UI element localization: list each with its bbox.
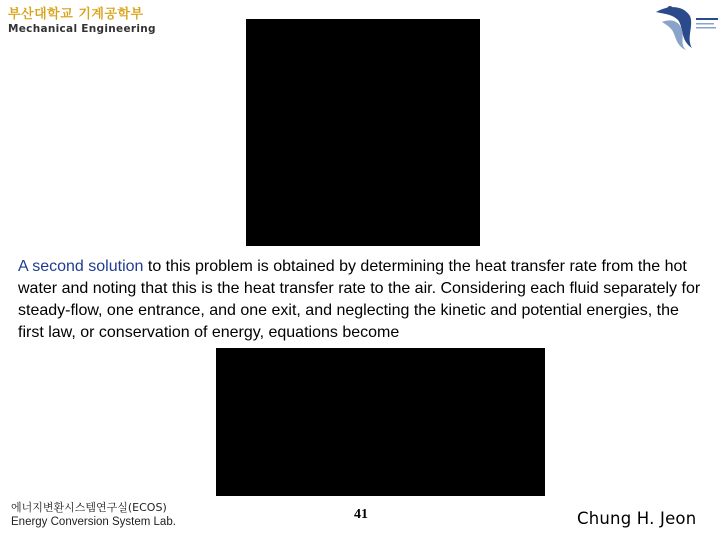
lab-name-english: Energy Conversion System Lab. (11, 516, 176, 528)
author-name: Chung H. Jeon (577, 509, 697, 528)
department-name-korean: 부산대학교 기계공학부 (8, 7, 144, 22)
slide-body-text (18, 256, 708, 344)
department-name-english: Mechanical Engineering (8, 23, 156, 35)
highlighted-phrase: A second solution (18, 258, 144, 275)
lab-footer (11, 501, 176, 529)
figure-image-top (246, 19, 480, 246)
department-header (8, 7, 156, 36)
page-number: 41 (354, 507, 368, 522)
body-text-rest: to this problem is obtained by determining the heat transfer rate from the hot water and noting that this is the heat transfer rate to the air. Considering each fluid separately for steady-flow, one entrance, and one exit, and neglecting the kinetic and potential energies, the first law, or conservation of energy, equations become (18, 258, 701, 341)
equation-image-bottom (216, 348, 545, 496)
lab-name-korean: 에너지변환시스템연구실(ECOS) (11, 501, 167, 514)
university-logo-icon (650, 0, 720, 52)
